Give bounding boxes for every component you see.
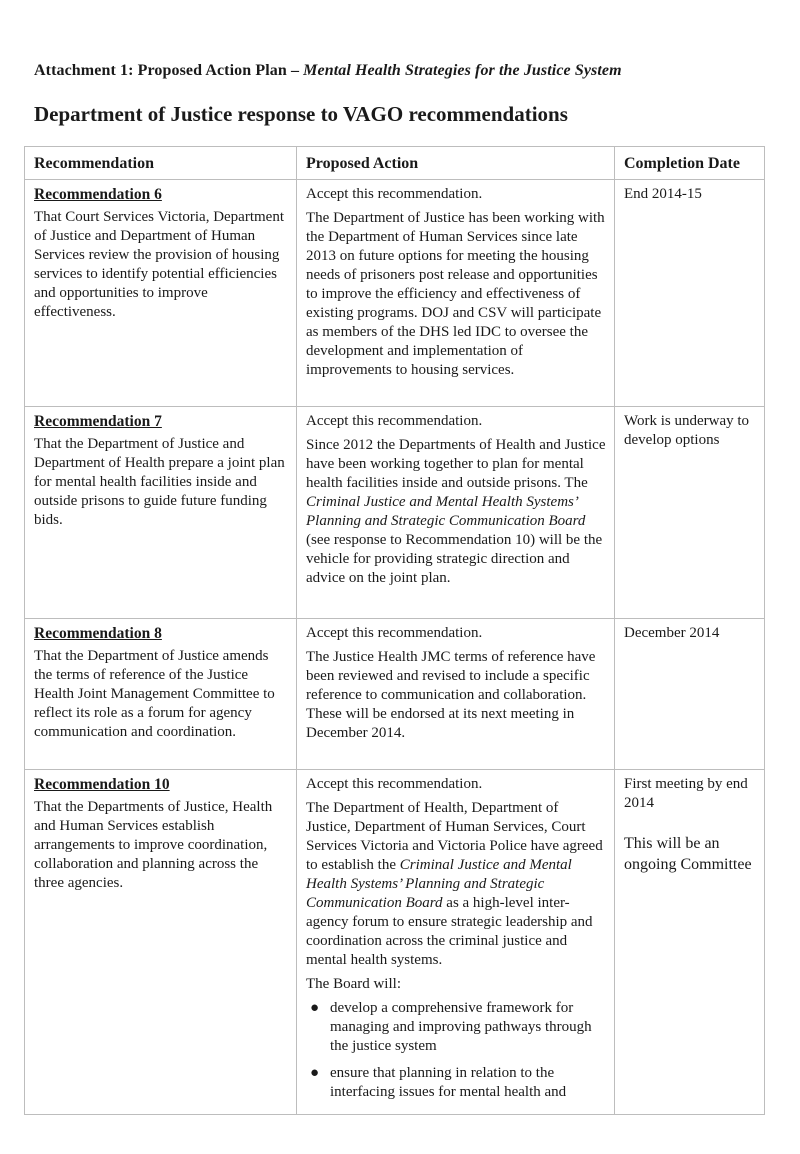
table-row [25,407,765,619]
completion-date: Work is underway to develop options [624,413,750,448]
action-text-start: Since 2012 the Departments of Health and Justice have been working together to plan for mental health facilities inside and outside prisons. The [306,437,606,491]
list-item-text: develop a comprehensive framework for managing and improving pathways through the justice system [330,1000,592,1054]
recommendation-cell [25,407,297,619]
action-text-end: (see response to Recommendation 10) will be the vehicle for providing strategic direction and advice on the joint plan. [306,532,603,586]
board-responsibilities-list [306,999,606,1102]
list-item [306,999,606,1056]
page-heading: Department of Justice response to VAGO recommendations [34,102,568,126]
recommendation-cell [25,619,297,770]
recommendation-title: Recommendation 8 [34,625,162,642]
board-name: Criminal Justice and Mental Health Systems’ Planning and Strategic Communication Board [306,857,572,911]
recommendation-title: Recommendation 10 [34,776,170,793]
recommendation-text: That the Department of Justice and Department of Health prepare a joint plan for mental health facilities inside and outside prisons to guide future funding bids. [34,436,285,528]
action-text-end: as a high-level inter-agency forum to ensure strategic leadership and coordination across the criminal justice and mental health systems. [306,895,593,968]
action-text: The Department of Justice has been working with the Department of Human Services since late 2013 on future options for meeting the housing needs of prisoners post release and opportunities to improve the efficiency and effectiveness of existing programs. DOJ and CSV will participate as members of the DHS led IDC to oversee the development and implementation of improvements to housing services. [306,210,605,378]
action-text [306,799,606,970]
completion-date: December 2014 [624,625,720,641]
table-header-row [25,147,765,180]
recommendation-text: That the Department of Justice amends the terms of reference of the Justice Health Joint Management Committee to reflect its role as a forum for agency communication and coordination. [34,648,275,740]
column-header-completion-date: Completion Date [615,147,765,180]
action-text [306,436,606,588]
accept-statement: Accept this recommendation. [306,413,483,429]
completion-date: End 2014-15 [624,186,702,202]
board-intro: The Board will: [306,976,401,992]
completion-date-cell [615,407,765,619]
proposed-action-cell [297,770,615,1115]
accept-statement: Accept this recommendation. [306,776,483,792]
recommendation-cell [25,180,297,407]
proposed-action-cell [297,407,615,619]
accept-statement: Accept this recommendation. [306,186,483,202]
completion-date-note: This will be an ongoing Committee [624,835,752,873]
table-row [25,619,765,770]
column-header-recommendation: Recommendation [25,147,297,180]
table-row [25,770,765,1115]
action-text-start: The Department of Health, Department of Justice, Department of Human Services, Court Services Victoria and Victoria Police have agreed to establish the [306,800,603,873]
recommendation-cell [25,770,297,1115]
attachment-subject: Mental Health Strategies for the Justice System [303,62,622,79]
bullet-icon: ● [310,1000,320,1016]
completion-date-cell [615,770,765,1115]
list-item-text: ensure that planning in relation to the interfacing issues for mental health and [330,1065,567,1100]
attachment-title [34,62,622,80]
completion-date-cell [615,180,765,407]
proposed-action-cell [297,180,615,407]
proposed-action-cell [297,619,615,770]
table-row [25,180,765,407]
recommendation-title: Recommendation 7 [34,413,162,430]
action-text: The Justice Health JMC terms of reference have been reviewed and revised to include a specific reference to communication and collaboration. These will be endorsed at its next meeting in December 2014. [306,649,596,741]
board-name: Criminal Justice and Mental Health Systems’ Planning and Strategic Communication Board [306,494,586,529]
recommendation-title: Recommendation 6 [34,186,162,203]
accept-statement: Accept this recommendation. [306,625,483,641]
attachment-label: Attachment 1: Proposed Action Plan – [34,62,304,79]
column-header-proposed-action: Proposed Action [297,147,615,180]
recommendation-text: That Court Services Victoria, Department of Justice and Department of Human Services review the provision of housing services to identify potential efficiencies and opportunities to improve effectiveness. [34,209,284,320]
recommendation-text: That the Departments of Justice, Health and Human Services establish arrangements to improve coordination, collaboration and planning across the three agencies. [34,799,273,891]
bullet-icon: ● [310,1065,320,1081]
completion-date: First meeting by end 2014 [624,776,748,811]
action-plan-table [24,146,765,1115]
completion-date-cell [615,619,765,770]
list-item [306,1064,606,1102]
